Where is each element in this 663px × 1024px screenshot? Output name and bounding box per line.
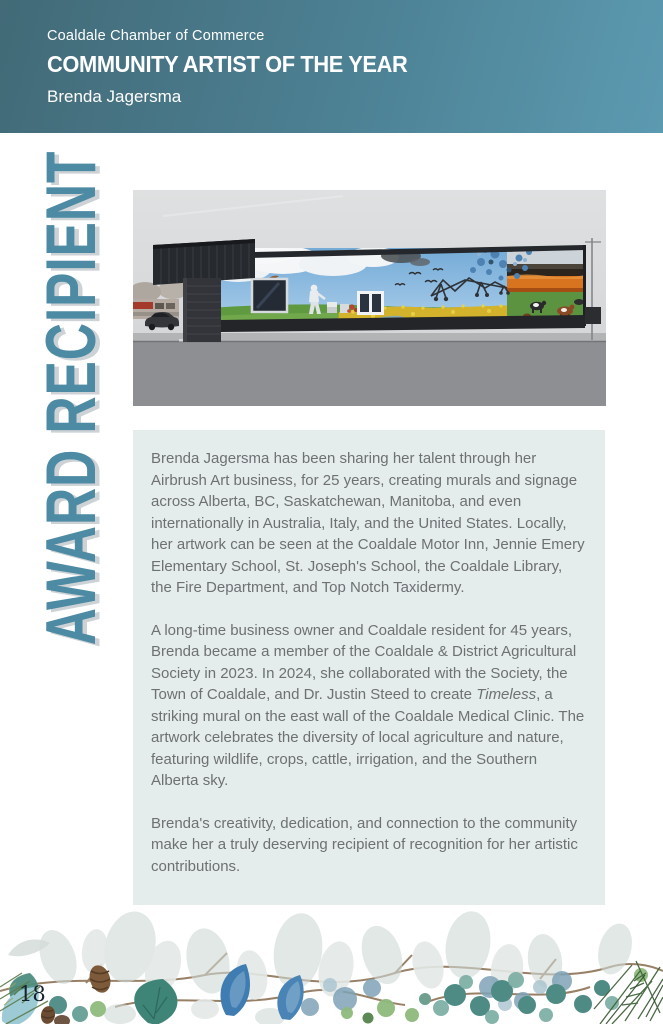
page-header bbox=[0, 0, 663, 133]
bio-paragraph-1: Brenda Jagersma has been sharing her talent through her Airbrush Art business, for 25 years, creating murals and signage across Alberta, BC, Saskatchewan, Manitoba, and even internationally in Australia, Italy, and the United States. Locally, her artwork can be seen at the Coaldale Motor Inn, Jennie Emery Elementary School, St. Joseph's School, the Coaldale Library, the Fire Department, and Top Notch Taxidermy. bbox=[151, 450, 585, 596]
bio-paragraph-2-start: A long-time business owner and Coaldale resident for 45 years, Brenda became a member of the Coaldale & District Agricultural Society in 2023. In 2024, she collaborated with the Society, the Town of Coaldale, and Dr. Justin Steed to create bbox=[151, 621, 577, 703]
brick-pillar bbox=[183, 278, 221, 342]
mural-photo bbox=[133, 190, 606, 406]
award-recipient-label bbox=[31, 150, 113, 700]
mural-title-italic: Timeless bbox=[476, 686, 537, 703]
watercolor-border bbox=[0, 909, 663, 1024]
page-title: COMMUNITY ARTIST OF THE YEAR bbox=[47, 51, 408, 77]
bio-paragraph-2 bbox=[151, 620, 585, 792]
organization-name: Coaldale Chamber of Commerce bbox=[47, 28, 265, 44]
watercolor-border-illustration bbox=[0, 909, 663, 1024]
bio-paragraph-2-end: , a striking mural on the east wall of the Coaldale Medical Clinic. The artwork celebrates the diversity of local agriculture and nature, featuring wildlife, crops, cattle, irrigation, and the Southern Alberta sky. bbox=[151, 686, 585, 789]
bio-paragraph-3: Brenda's creativity, dedication, and connection to the community make her a truly deserving recipient of recognition for her artistic contributions. bbox=[151, 814, 578, 875]
award-recipient-text: AWARD RECIPIENT bbox=[32, 150, 111, 646]
road bbox=[133, 333, 606, 406]
page-number: 18 bbox=[19, 982, 46, 1006]
bio-panel bbox=[133, 430, 605, 905]
mural-photo-illustration bbox=[133, 190, 606, 406]
recipient-name: Brenda Jagersma bbox=[47, 87, 182, 106]
